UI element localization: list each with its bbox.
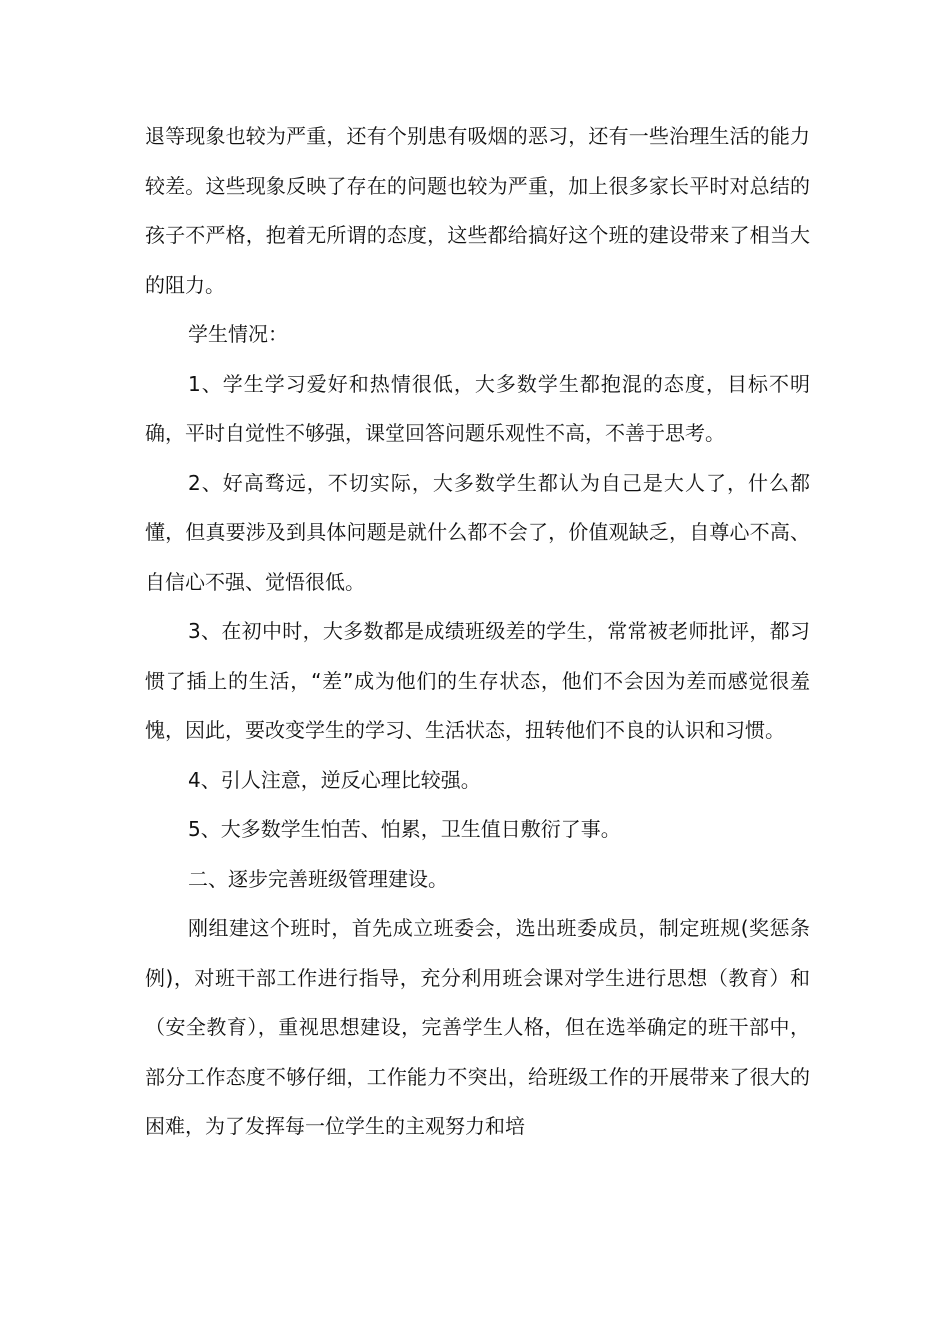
paragraph-item-3: 3、在初中时，大多数都是成绩班级差的学生，常常被老师批评，都习惯了插上的生活，“差”成为他们的生存状态，他们不会因为差而感觉很羞愧，因此，要改变学生的学习、生活状态，扭转他们不良的认识和习惯。 bbox=[145, 619, 810, 742]
paragraph-student-situation-heading: 学生情况： bbox=[188, 322, 288, 346]
paragraph-item-4: 4、引人注意，逆反心理比较强。 bbox=[188, 767, 481, 792]
paragraph-intro-continuation: 退等现象也较为严重，还有个别患有吸烟的恶习，还有一些治理生活的能力较差。这些现象反映了存在的问题也较为严重，加上很多家长平时对总结的孩子不严格，抱着无所谓的态度，这些都给搞好这个班的建设带来了相当大的阻力。 bbox=[145, 124, 810, 297]
paragraph-item-1: 1、学生学习爱好和热情很低，大多数学生都抱混的态度，目标不明确，平时自觉性不够强，课堂回答问题乐观性不高，不善于思考。 bbox=[145, 371, 810, 445]
section-heading-2: 二、逐步完善班级管理建设。 bbox=[188, 866, 448, 891]
document-body bbox=[145, 112, 810, 1152]
paragraph-class-management: 刚组建这个班时，首先成立班委会，选出班委成员，制定班规(奖惩条例)，对班干部工作进行指导，充分利用班会课对学生进行思想（教育）和（安全教育），重视思想建设，完善学生人格，但在选举确定的班干部中，部分工作态度不够仔细，工作能力不突出，给班级工作的开展带来了很大的困难，为了发挥每一位学生的主观努力和培 bbox=[145, 916, 810, 1138]
paragraph-item-5: 5、大多数学生怕苦、怕累，卫生值日敷衍了事。 bbox=[188, 817, 621, 841]
paragraph-item-2: 2、好高骛远，不切实际，大多数学生都认为自己是大人了，什么都懂，但真要涉及到具体问题是就什么都不会了，价值观缺乏，自尊心不高、自信心不强、觉悟很低。 bbox=[145, 470, 810, 594]
